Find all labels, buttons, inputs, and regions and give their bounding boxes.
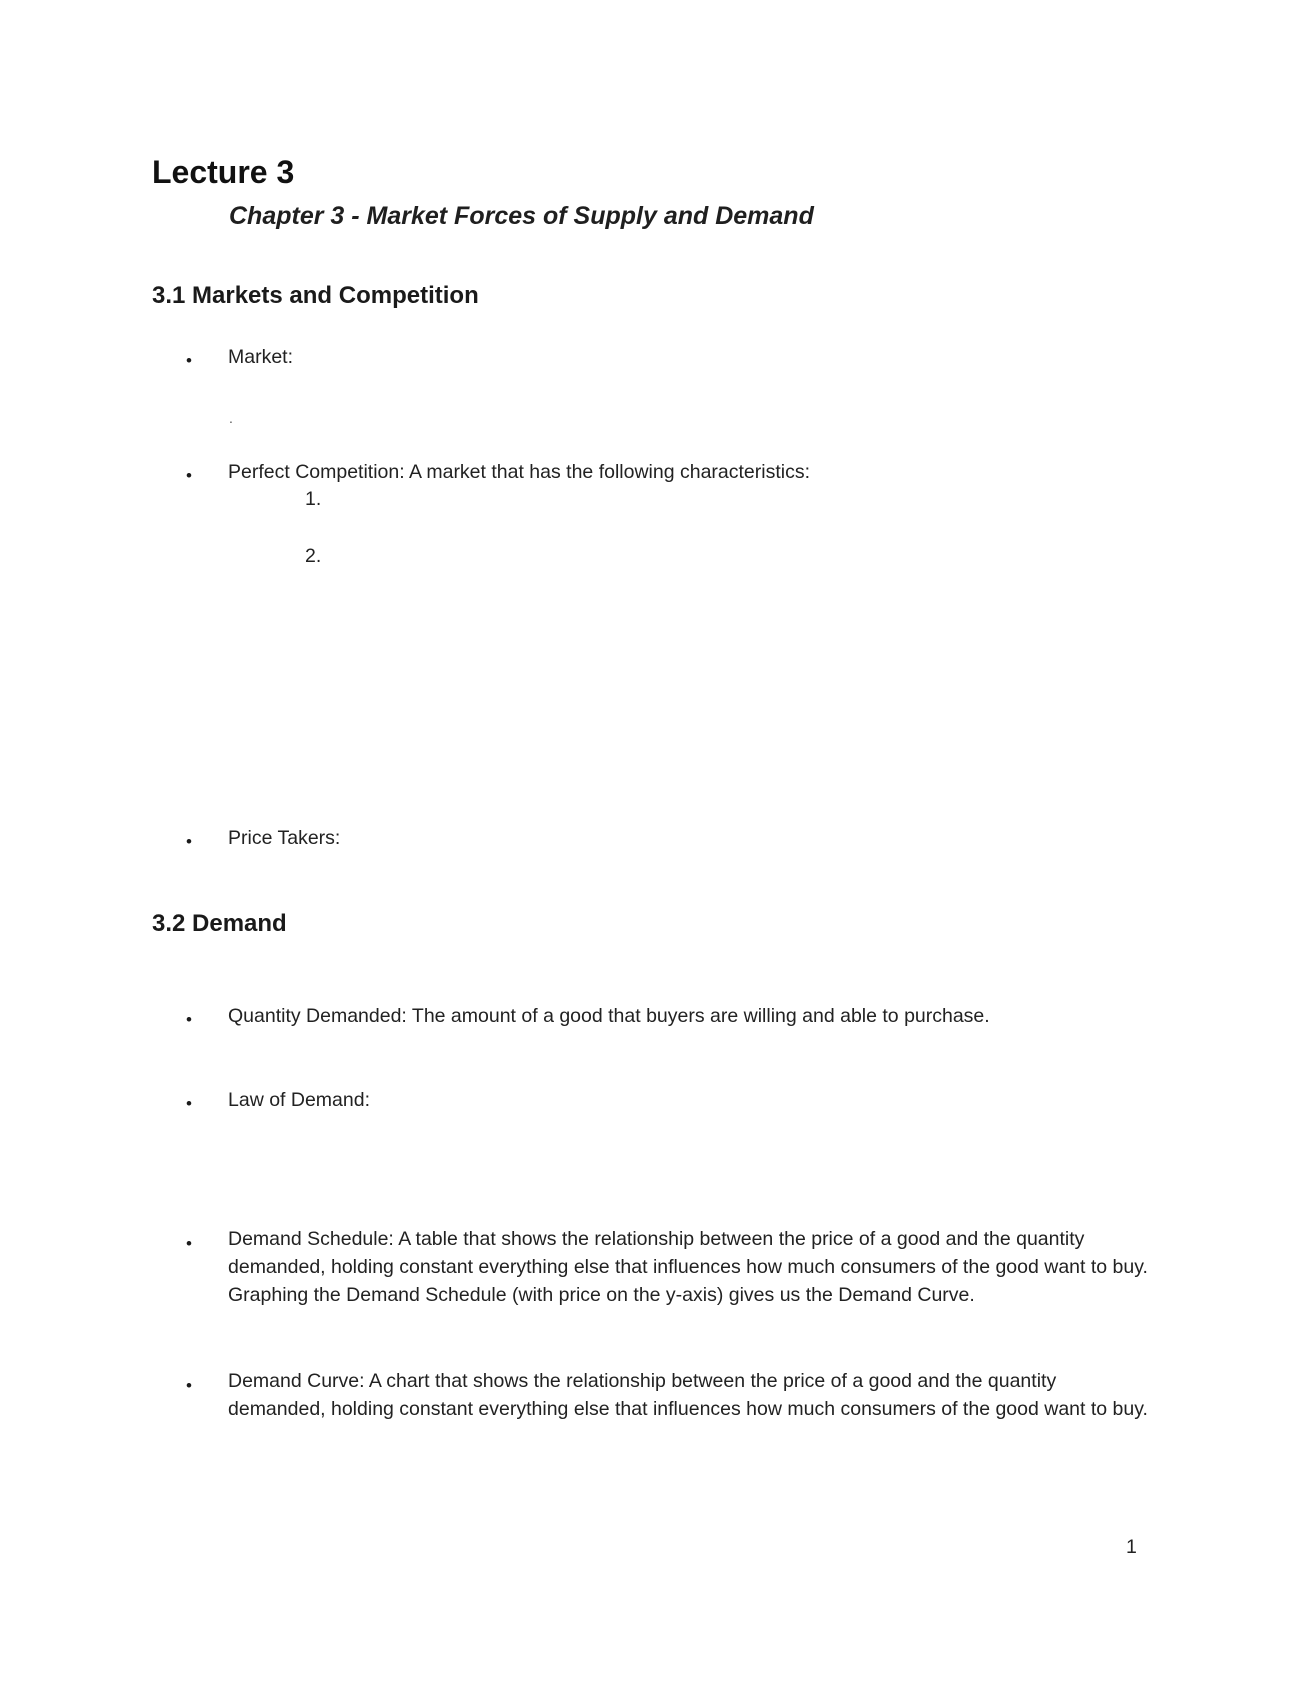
demand-schedule-paragraph: Demand Schedule: A table that shows the relationship between the price of a good and the quantity demanded, holding constant everything else that influences how much consumers of the good want to buy. Graphing the Demand Schedule (with price on the y-axis) gives us the Demand Curve. [228,1228,1148,1306]
bullet-icon: • [186,1234,192,1253]
bullet-icon: • [186,466,192,485]
bullet-icon: • [186,1376,192,1395]
quantity-demanded-text: Quantity Demanded: The amount of a good that buyers are willing and able to purchase. [228,1005,990,1027]
numbered-item-2: 2. [305,545,322,567]
numbered-item-1: 1. [305,488,322,510]
bullet-icon: • [186,351,192,370]
bullet-icon: • [186,1094,192,1113]
price-takers-label: Price Takers: [228,827,341,849]
page-number: 1 [1126,1536,1137,1558]
chapter-title: Chapter 3 - Market Forces of Supply and Demand [229,202,814,230]
section-heading-demand: 3.2 Demand [152,910,287,937]
demand-curve-paragraph: Demand Curve: A chart that shows the relationship between the price of a good and the quantity demanded, holding constant everything else that influences how much consumers of the good want to buy. [228,1370,1148,1420]
perfect-competition-text: Perfect Competition: A market that has the following characteristics: [228,461,811,483]
bullet-icon: • [186,832,192,851]
section-heading-markets: 3.1 Markets and Competition [152,282,479,309]
lecture-title: Lecture 3 [152,154,295,190]
stray-dot: . [229,410,233,426]
market-label: Market: [228,346,294,368]
bullet-icon: • [186,1010,192,1029]
law-of-demand-label: Law of Demand: [228,1089,370,1111]
